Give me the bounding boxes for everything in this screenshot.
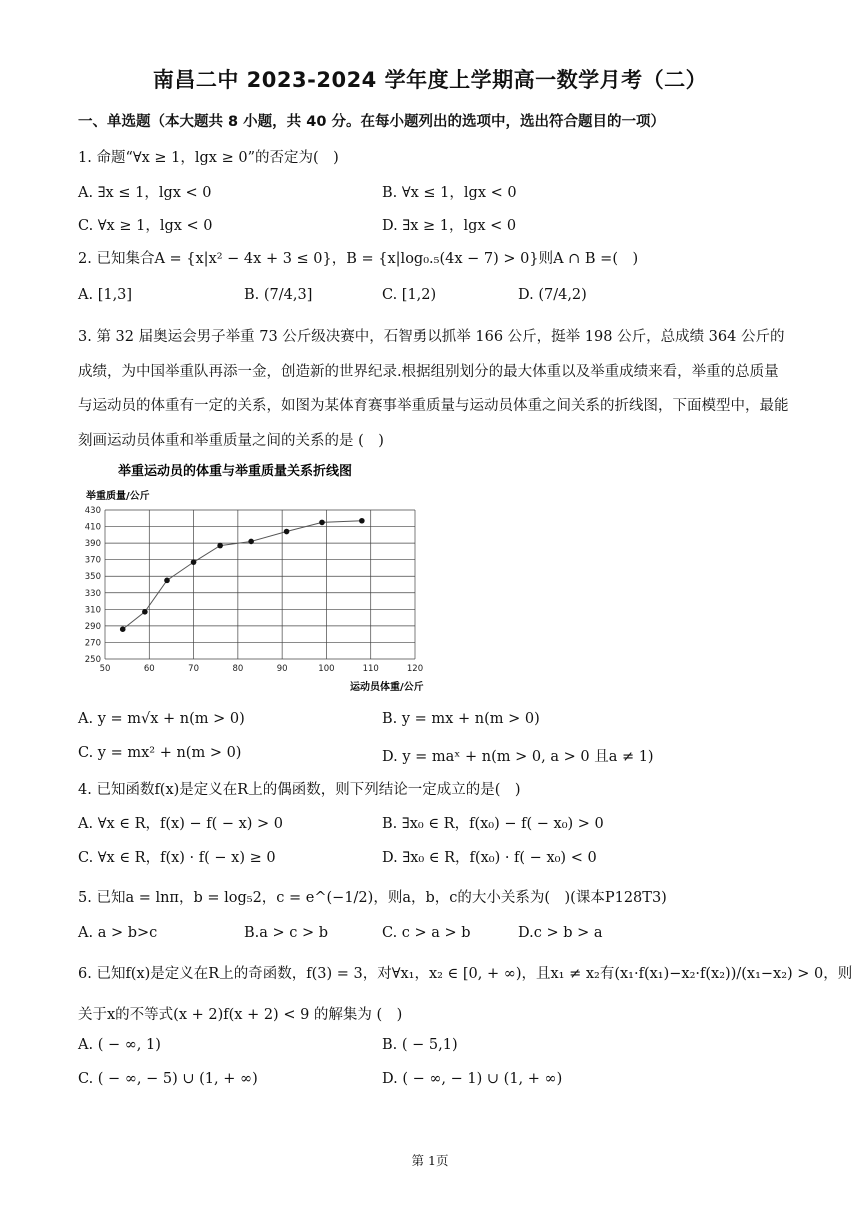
data-point — [120, 626, 126, 632]
y-tick-label: 350 — [84, 572, 101, 583]
q6-option-a: A. ( − ∞, 1) — [78, 1037, 161, 1053]
y-tick-label: 330 — [84, 588, 101, 599]
x-tick-label: 80 — [232, 664, 244, 674]
q3-option-d: D. y = maˣ + n(m > 0, a > 0 且a ≠ 1) — [382, 749, 654, 765]
question-4-stem: 4. 已知函数f(x)是定义在R上的偶函数，则下列结论一定成立的是( ) — [78, 782, 521, 798]
q5-option-a: A. a > b>c — [78, 925, 158, 941]
y-tick-label: 310 — [84, 605, 101, 616]
q1-option-c: C. ∀x ≥ 1，lgx < 0 — [78, 218, 213, 234]
x-tick-label: 60 — [143, 664, 155, 674]
data-point — [217, 543, 223, 549]
q1-option-b: B. ∀x ≤ 1，lgx < 0 — [382, 185, 517, 201]
y-tick-label: 290 — [84, 621, 101, 632]
q2-option-c: C. [1,2) — [382, 287, 437, 303]
y-tick-label: 370 — [84, 555, 101, 566]
page-title: 南昌二中 2023-2024 学年度上学期高一数学月考（二） — [152, 68, 708, 92]
q2-option-d: D. (7/4,2) — [518, 287, 587, 303]
data-point — [284, 529, 290, 535]
series-line — [123, 521, 362, 629]
chart-y-axis-label: 举重质量/公斤 — [86, 491, 150, 502]
q4-option-b: B. ∃x₀ ∈ R，f(x₀) − f( − x₀) > 0 — [382, 816, 604, 832]
q1-option-d: D. ∃x ≥ 1，lgx < 0 — [382, 218, 517, 234]
question-1-stem: 1. 命题“∀x ≥ 1，lgx ≥ 0”的否定为( ) — [78, 150, 339, 166]
q6-option-c: C. ( − ∞, − 5) ∪ (1, + ∞) — [78, 1071, 258, 1087]
q4-option-c: C. ∀x ∈ R，f(x) · f( − x) ≥ 0 — [78, 850, 276, 866]
q2-option-b: B. (7/4,3] — [244, 287, 313, 303]
question-3-stem: 3. 第 32 届奥运会男子举重 73 公斤级决赛中，石智勇以抓举 166 公斤，挺举 198 公斤，总成绩 364 公斤的成绩，为中国举重队再添一金，创造新的世界纪录.根据组别划分的最大体重以及举重成绩来看，举重的总质量与运动员的体重有一定的关系，如图为某体育赛事举重质量与运动员体重之间关系的折线图，下面模型中，最能刻画运动员体重和举重质量之间的关系的是 ( ) — [78, 329, 789, 449]
data-point — [359, 518, 365, 524]
question-6-stem-continued: 关于x的不等式(x + 2)f(x + 2) < 9 的解集为 ( ) — [78, 1007, 403, 1023]
q1-option-a: A. ∃x ≤ 1，lgx < 0 — [78, 185, 212, 201]
q6-option-b: B. ( − 5,1) — [382, 1037, 458, 1053]
data-point — [248, 539, 254, 545]
weight-lift-line-chart — [80, 455, 440, 700]
x-tick-label: 100 — [318, 664, 335, 674]
y-tick-label: 270 — [84, 638, 101, 649]
q3-option-a: A. y = m√x + n(m > 0) — [78, 711, 245, 727]
chart-x-axis-label: 运动员体重/公斤 — [350, 682, 424, 693]
data-point — [319, 520, 325, 526]
x-tick-label: 50 — [99, 664, 111, 674]
x-tick-label: 110 — [362, 664, 379, 674]
q3-option-b: B. y = mx + n(m > 0) — [382, 711, 540, 727]
y-tick-label: 250 — [84, 655, 101, 665]
question-5-stem: 5. 已知a = lnπ，b = log₅2，c = e^(−1/2)，则a，b，c的大小关系为( )(课本P128T3) — [78, 890, 667, 906]
data-point — [191, 559, 197, 565]
q6-option-d: D. ( − ∞, − 1) ∪ (1, + ∞) — [382, 1071, 563, 1087]
x-tick-label: 90 — [276, 664, 288, 674]
data-point — [142, 609, 148, 615]
q5-option-b: B.a > c > b — [244, 925, 329, 941]
data-point — [164, 578, 170, 584]
question-2-stem: 2. 已知集合A = {x|x² − 4x + 3 ≤ 0}，B = {x|log₀.₅(4x − 7) > 0}则A ∩ B =( ) — [78, 251, 639, 267]
q5-option-d: D.c > b > a — [518, 925, 603, 941]
y-tick-label: 410 — [84, 522, 101, 533]
x-tick-label: 120 — [406, 664, 424, 674]
q4-option-d: D. ∃x₀ ∈ R，f(x₀) · f( − x₀) < 0 — [382, 850, 597, 866]
x-tick-label: 70 — [188, 664, 199, 674]
question-6-stem: 6. 已知f(x)是定义在R上的奇函数，f(3) = 3，对∀x₁，x₂ ∈ [0, + ∞)，且x₁ ≠ x₂有(x₁·f(x₁)−x₂·f(x₂))/(x₁−x₂) > 0，则 — [78, 966, 853, 982]
q2-option-a: A. [1,3] — [78, 287, 133, 303]
section-heading: 一、单选题（本大题共 8 小题，共 40 分。在每小题列出的选项中，选出符合题目的一项） — [78, 114, 665, 130]
q4-option-a: A. ∀x ∈ R，f(x) − f( − x) > 0 — [78, 816, 284, 832]
q5-option-c: C. c > a > b — [382, 925, 471, 941]
y-tick-label: 390 — [84, 539, 101, 550]
chart-title: 举重运动员的体重与举重质量关系折线图 — [118, 464, 353, 479]
page-footer: 第 1页 — [411, 1153, 449, 1168]
y-tick-label: 430 — [84, 506, 101, 516]
q3-option-c: C. y = mx² + n(m > 0) — [78, 745, 242, 761]
